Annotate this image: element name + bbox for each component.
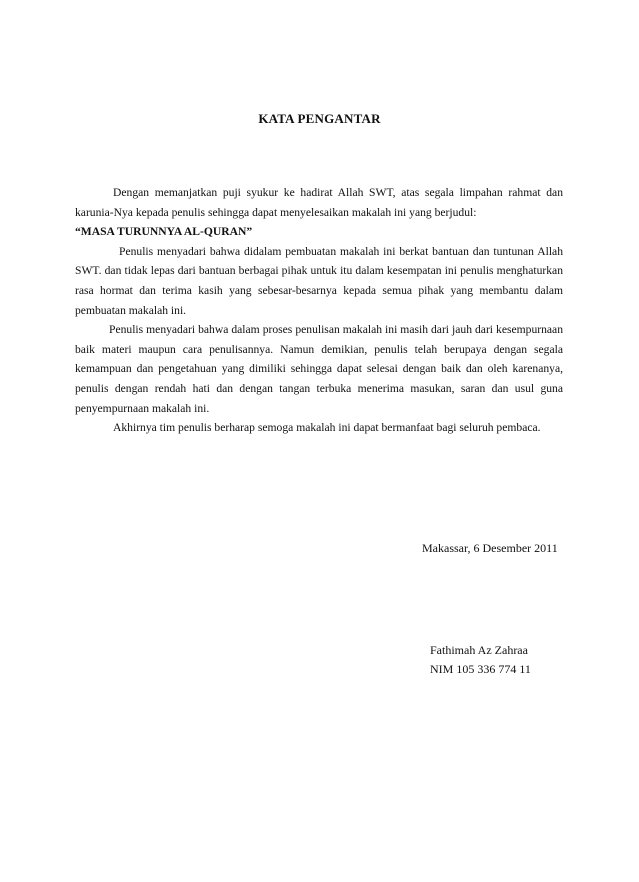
paper-subject-title: “MASA TURUNNYA AL-QURAN” — [75, 225, 253, 239]
author-student-id: NIM 105 336 774 11 — [430, 662, 531, 676]
paragraph-gratitude: Penulis menyadari bahwa didalam pembuatan makalah ini berkat bantuan dan tuntunan Allah SWT. dan tidak lepas dari bantuan berbagai pihak untuk itu dalam kesempatan ini penulis menghaturkan rasa hormat dan terima kasih yang sebesar-besarnya kepada semua pihak yang membantu dalam pembuatan makalah ini. — [75, 244, 563, 317]
signature-block — [430, 641, 531, 679]
paragraph-opening-text: Dengan memanjatkan puji syukur ke hadirat Allah SWT, atas segala limpahan rahmat dan karunia-Nya kepada penulis sehingga dapat menyelesaikan makalah ini yang berjudul: — [75, 186, 563, 219]
paragraph-opening — [75, 183, 563, 242]
foreword-body — [75, 183, 563, 438]
author-name: Fathimah Az Zahraa — [430, 643, 528, 657]
page-title: KATA PENGANTAR — [258, 111, 381, 126]
paragraph-closing: Akhirnya tim penulis berharap semoga makalah ini dapat bermanfaat bagi seluruh pembaca. — [113, 421, 541, 435]
paragraph-limitations: Penulis menyadari bahwa dalam proses penulisan makalah ini masih dari jauh dari kesempurnaan baik materi maupun cara penulisannya. Namun demikian, penulis telah berupaya dengan segala kemampuan dan pengetahuan yang dimiliki sehingga dapat selesai dengan baik dan oleh karenanya, penulis dengan rendah hati dan dengan tangan terbuka menerima masukan, saran dan usul guna penyempurnaan makalah ini. — [75, 323, 563, 415]
place-and-date: Makassar, 6 Desember 2011 — [422, 541, 558, 555]
